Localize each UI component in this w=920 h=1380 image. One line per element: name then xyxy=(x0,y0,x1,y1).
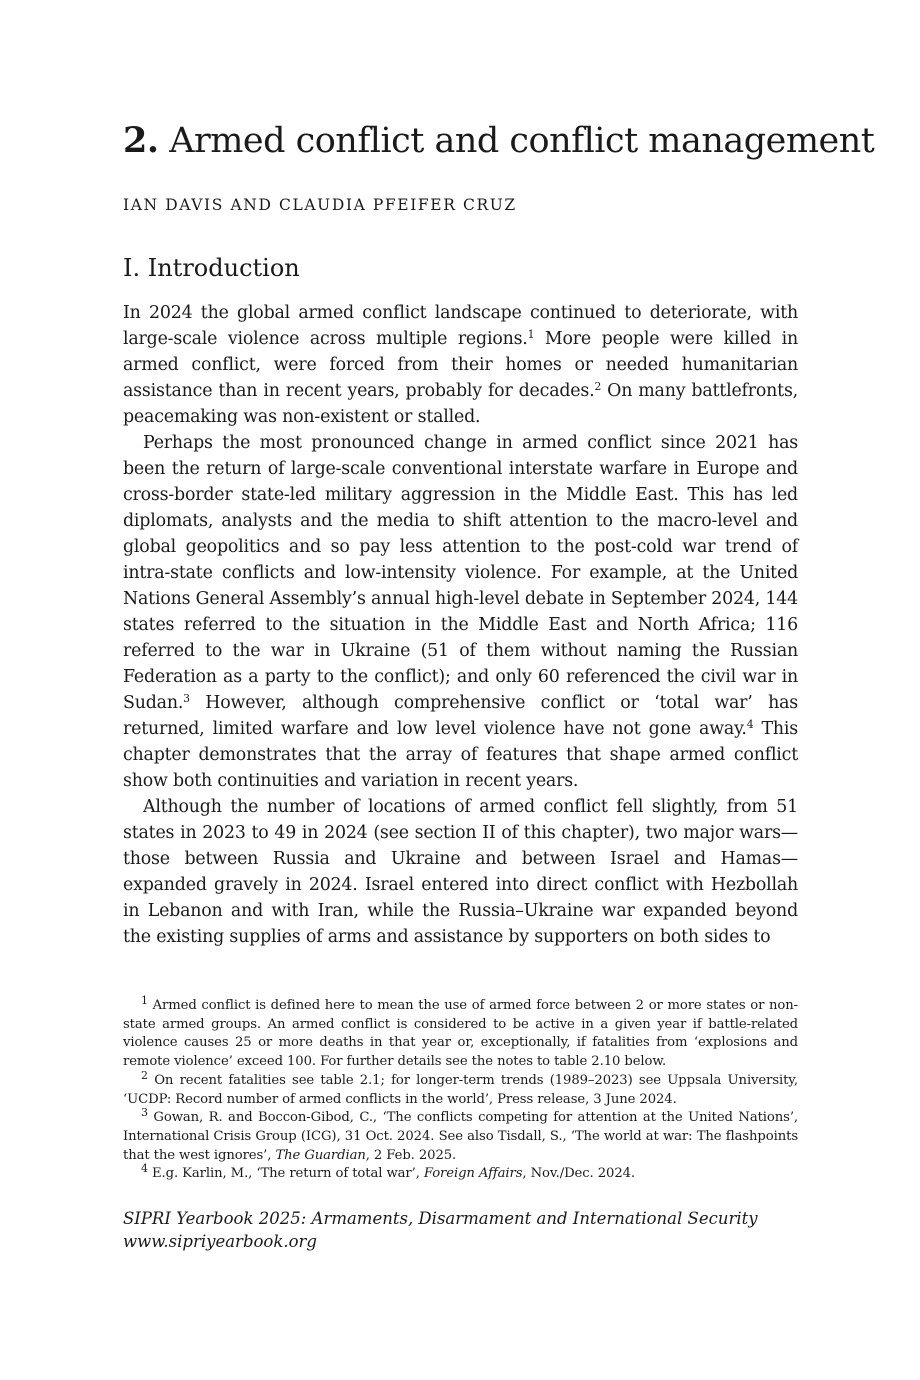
chapter-title-text: Armed conflict and conflict management xyxy=(169,121,875,161)
paragraph-3: Although the number of locations of armed conflict fell slightly, from 51 states in 2023 to 49 in 2024 (see section II of this chapter), two major wars—those between Russia and Ukraine and between Israel and Hamas—expanded gravely in 2024. Israel entered into direct conflict with Hezbollah in Lebanon and with Iran, while the Russia–Ukraine war expanded beyond the existing supplies of arms and assistance by supporters on both sides to xyxy=(123,797,798,947)
footnote-4: $^4$ E.g. Karlin, M., ‘The return of total war’, Foreign Affairs, Nov./Dec. 2024. xyxy=(141,1162,635,1182)
body-text xyxy=(123,300,798,950)
footnote-2: $^2$ On recent fatalities see table 2.1; for longer-term trends (1989–2023) see Uppsala University, ‘UCDP: Record number of armed conflicts in the world’, Press release, 3 June 2024. xyxy=(123,1068,798,1107)
footnote-ref-4[interactable]: 4 xyxy=(746,718,754,732)
footnote-3: $^3$ Gowan, R. and Boccon-Gibod, C., ‘The conflicts competing for attention at the United Nations’, International Crisis Group (ICG), 31 Oct. 2024. See also Tisdall, S., ‘The world at war: The flashpoints that the west ignores’, The Guardian, 2 Feb. 2025. xyxy=(123,1106,798,1163)
footnote-ref-1[interactable]: 1 xyxy=(527,328,535,342)
footnote-ref-3[interactable]: 3 xyxy=(183,692,190,706)
publication-title: SIPRI Yearbook 2025: Armaments, Disarmament and International Security xyxy=(123,1209,758,1228)
footnote-ref-2[interactable]: 2 xyxy=(594,380,602,394)
footnote-number: 1 xyxy=(141,994,148,1007)
chapter-authors: IAN DAVIS AND CLAUDIA PFEIFER CRUZ xyxy=(123,196,517,214)
footnote-number: 2 xyxy=(141,1068,148,1082)
footnotes xyxy=(123,994,798,1184)
section-heading: I. Introduction xyxy=(123,254,300,282)
website-link[interactable]: www.sipriyearbook.org xyxy=(123,1232,317,1251)
page-footer xyxy=(123,1207,798,1253)
chapter-title xyxy=(123,120,874,161)
footnote-1: $^1$ Armed conflict is defined here to mean the use of armed force between 2 or more states or non-state armed groups. An armed conflict is considered to be active in a given year if battle-related violence causes 25 or more deaths in that year or, exceptionally, if fatalities from ‘explosions and remote violence’ exceed 100. For further details see the notes to table 2.10 below. xyxy=(123,994,798,1070)
paragraph-2: Perhaps the most pronounced change in armed conflict since 2021 has been the return of large-scale conventional interstate warfare in Europe and cross-border state-led military aggression in the Middle East. This has led diplomats, analysts and the media to shift attention to the macro-level and global geopolitics and so pay less attention to the post-cold war trend of intra-state conflicts and low-intensity violence. For example, at the United Nations General Assembly’s annual high-level debate in September 2024, 144 states referred to the situation in the Middle East and North Africa; 116 referred to the war in Ukraine (51 of them without naming the Russian Federation as a party to the conflict); and only 60 referenced the civil war in Sudan.$^3$ However, although comprehensive conflict or ‘total war’ has returned, limited warfare and low level violence have not gone away.$^4$ This chapter demonstrates that the array of features that shape armed conflict show both continuities and variation in recent years. xyxy=(123,433,798,791)
footnote-number: 3 xyxy=(141,1106,148,1120)
footnote-number: 4 xyxy=(141,1162,148,1176)
chapter-number: 2. xyxy=(123,120,159,161)
paragraph-1: In 2024 the global armed conflict landscape continued to deteriorate, with large-scale violence across multiple regions.$^1$ More people were killed in armed conflict, were forced from their homes or needed humanitarian assistance than in recent years, probably for decades.$^2$ On many battlefronts, peacemaking was non-existent or stalled. xyxy=(123,303,798,427)
